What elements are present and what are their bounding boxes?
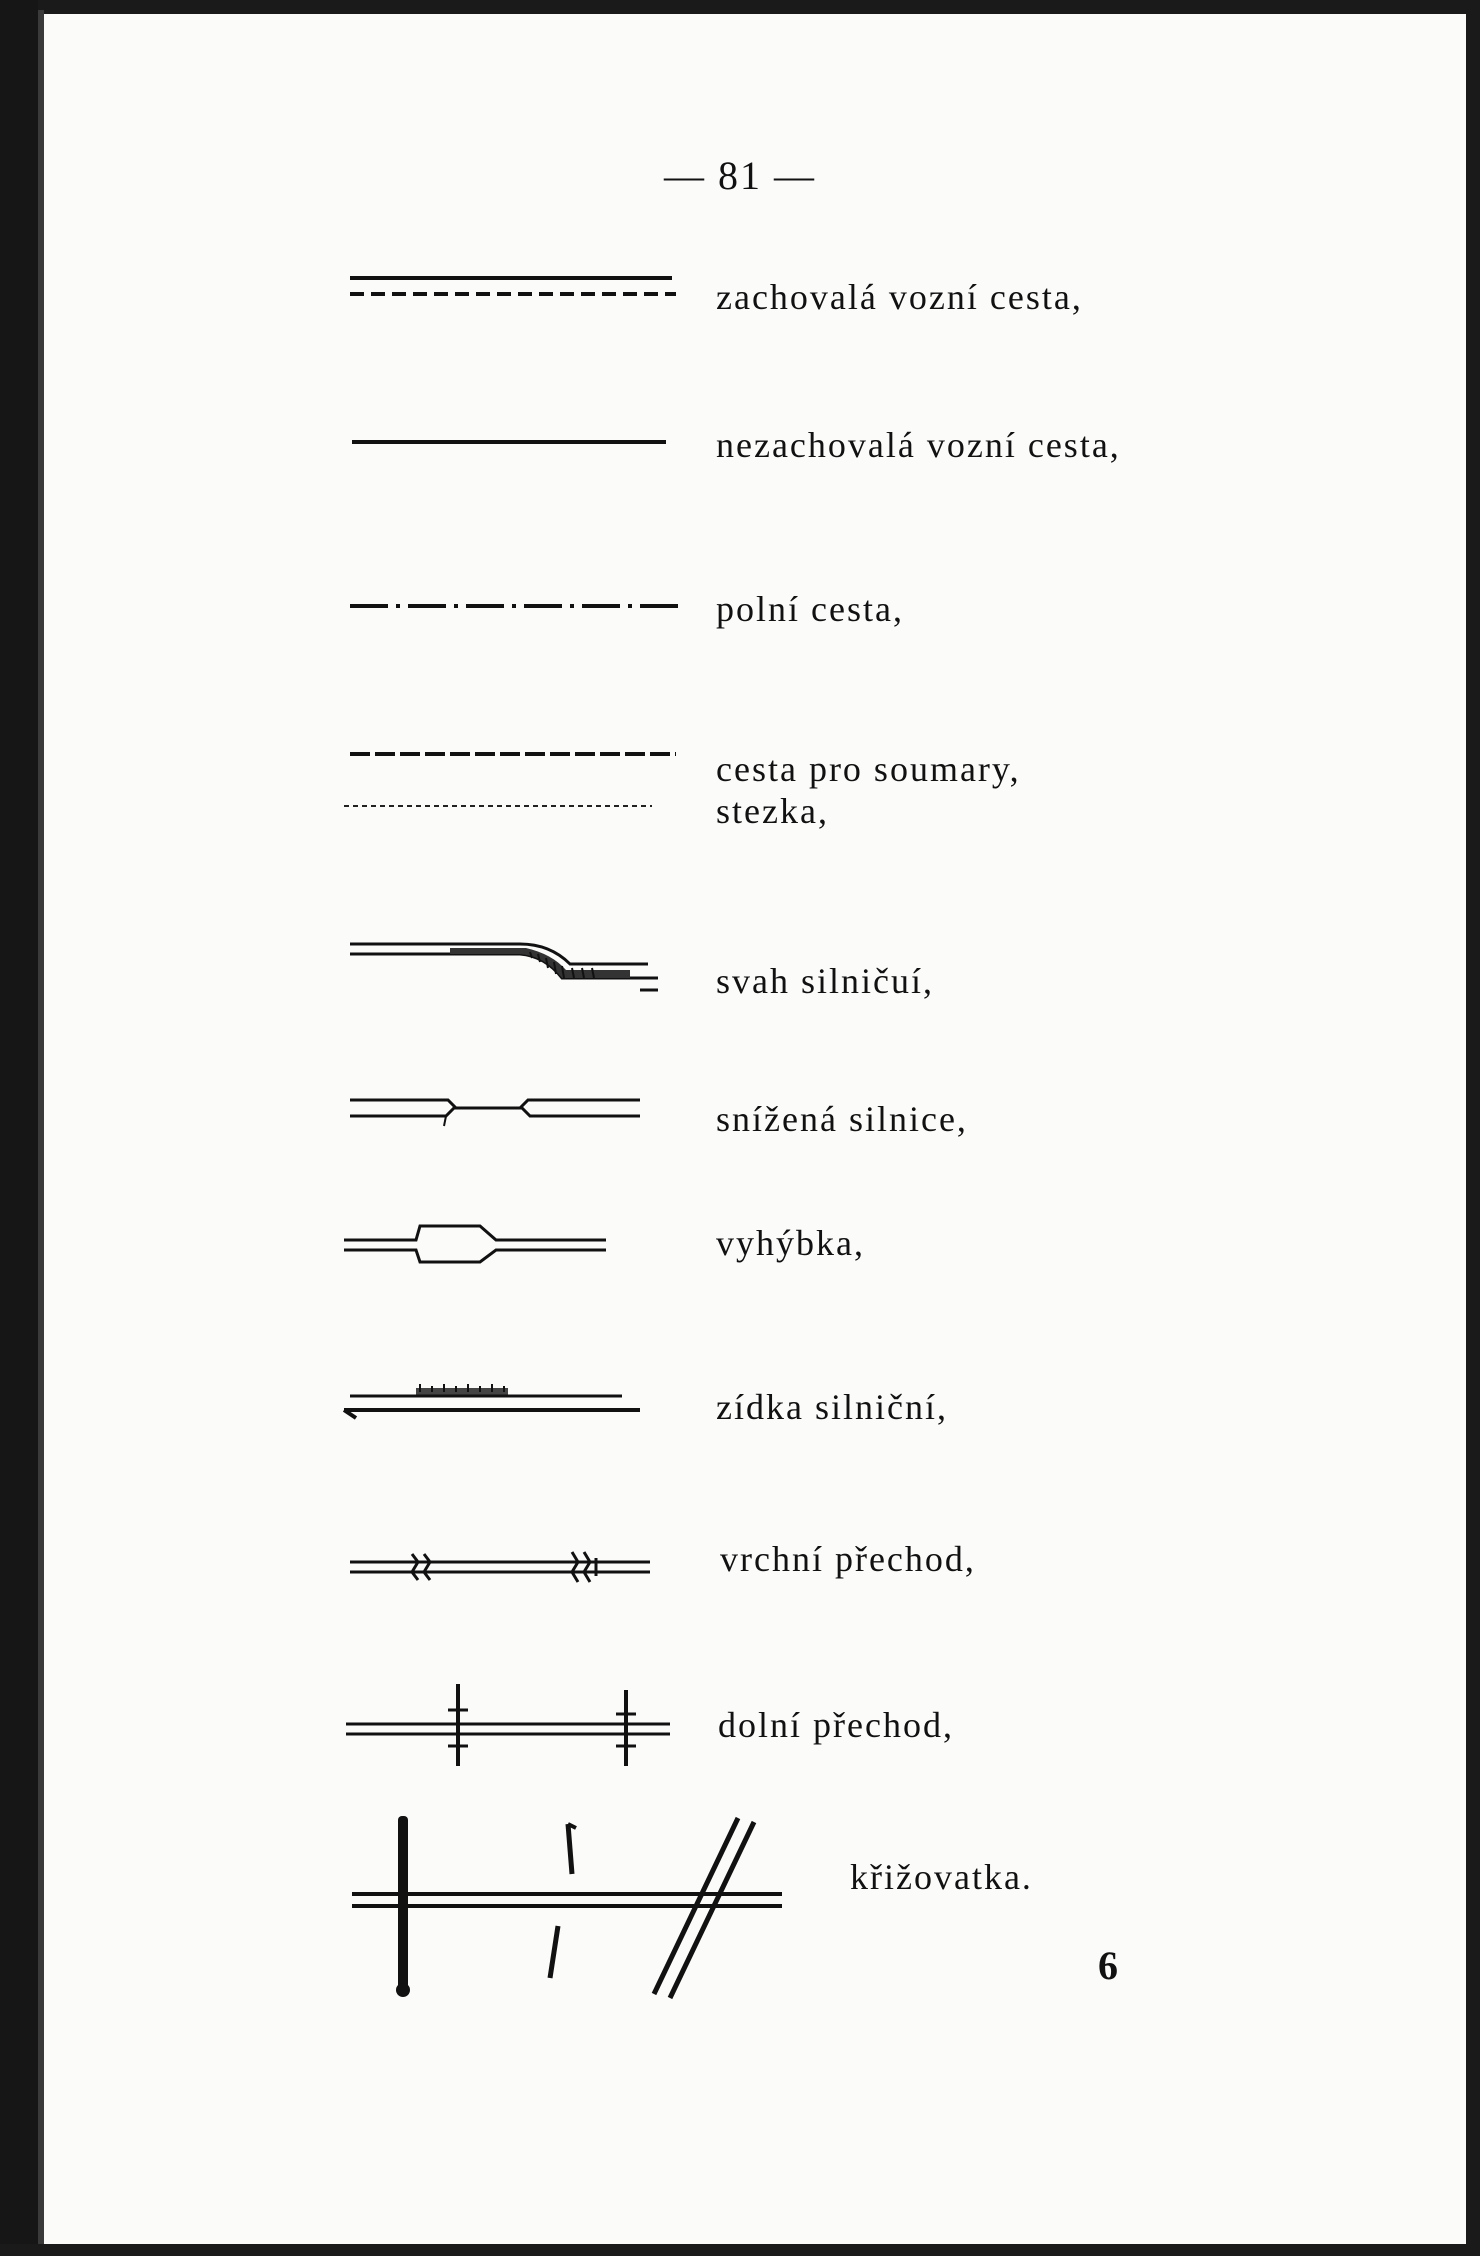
scan-border-bottom [0,2244,1480,2256]
symbol-road-retaining-wall [340,1374,680,1424]
symbol-well-kept-road [340,268,680,308]
printer-signature-mark: 6 [1098,1943,1118,1988]
symbol-field-road [340,596,680,616]
symbol-lowered-road [340,1086,680,1136]
legend-label-lowered-road: snížená silnice, [716,1099,968,1139]
page-number: — 81 — [664,153,816,198]
legend-label-well-kept-road: zachovalá vozní cesta, [716,277,1083,317]
symbol-underpass [340,1676,680,1776]
symbol-road-slope [340,930,680,1000]
scan-border-left [0,0,38,2256]
symbol-passing-bay [340,1214,680,1274]
legend-label-field-road: polní cesta, [716,589,904,629]
symbol-footpath [340,796,680,816]
symbol-overpass [340,1544,680,1594]
symbol-crossroads [340,1808,800,1998]
legend-label-underpass: dolní přechod, [718,1705,954,1745]
legend-label-road-retaining-wall: zídka silniční, [716,1387,948,1427]
legend-label-overpass: vrchní přechod, [720,1539,976,1579]
scan-border-left-shadow [38,10,44,2250]
legend-label-road-slope: svah silničuí, [716,961,934,1001]
scan-border-right [1466,0,1480,2256]
symbol-neglected-road [340,432,680,452]
legend-label-neglected-road: nezachovalá vozní cesta, [716,425,1121,465]
symbol-pack-animal-path [340,744,680,764]
legend-label-footpath: stezka, [716,791,829,831]
legend-label-crossroads: křižovatka. [850,1857,1033,1897]
legend-label-pack-animal-path: cesta pro soumary, [716,749,1021,789]
scan-border-top [0,0,1480,14]
legend-label-passing-bay: vyhýbka, [716,1223,865,1263]
